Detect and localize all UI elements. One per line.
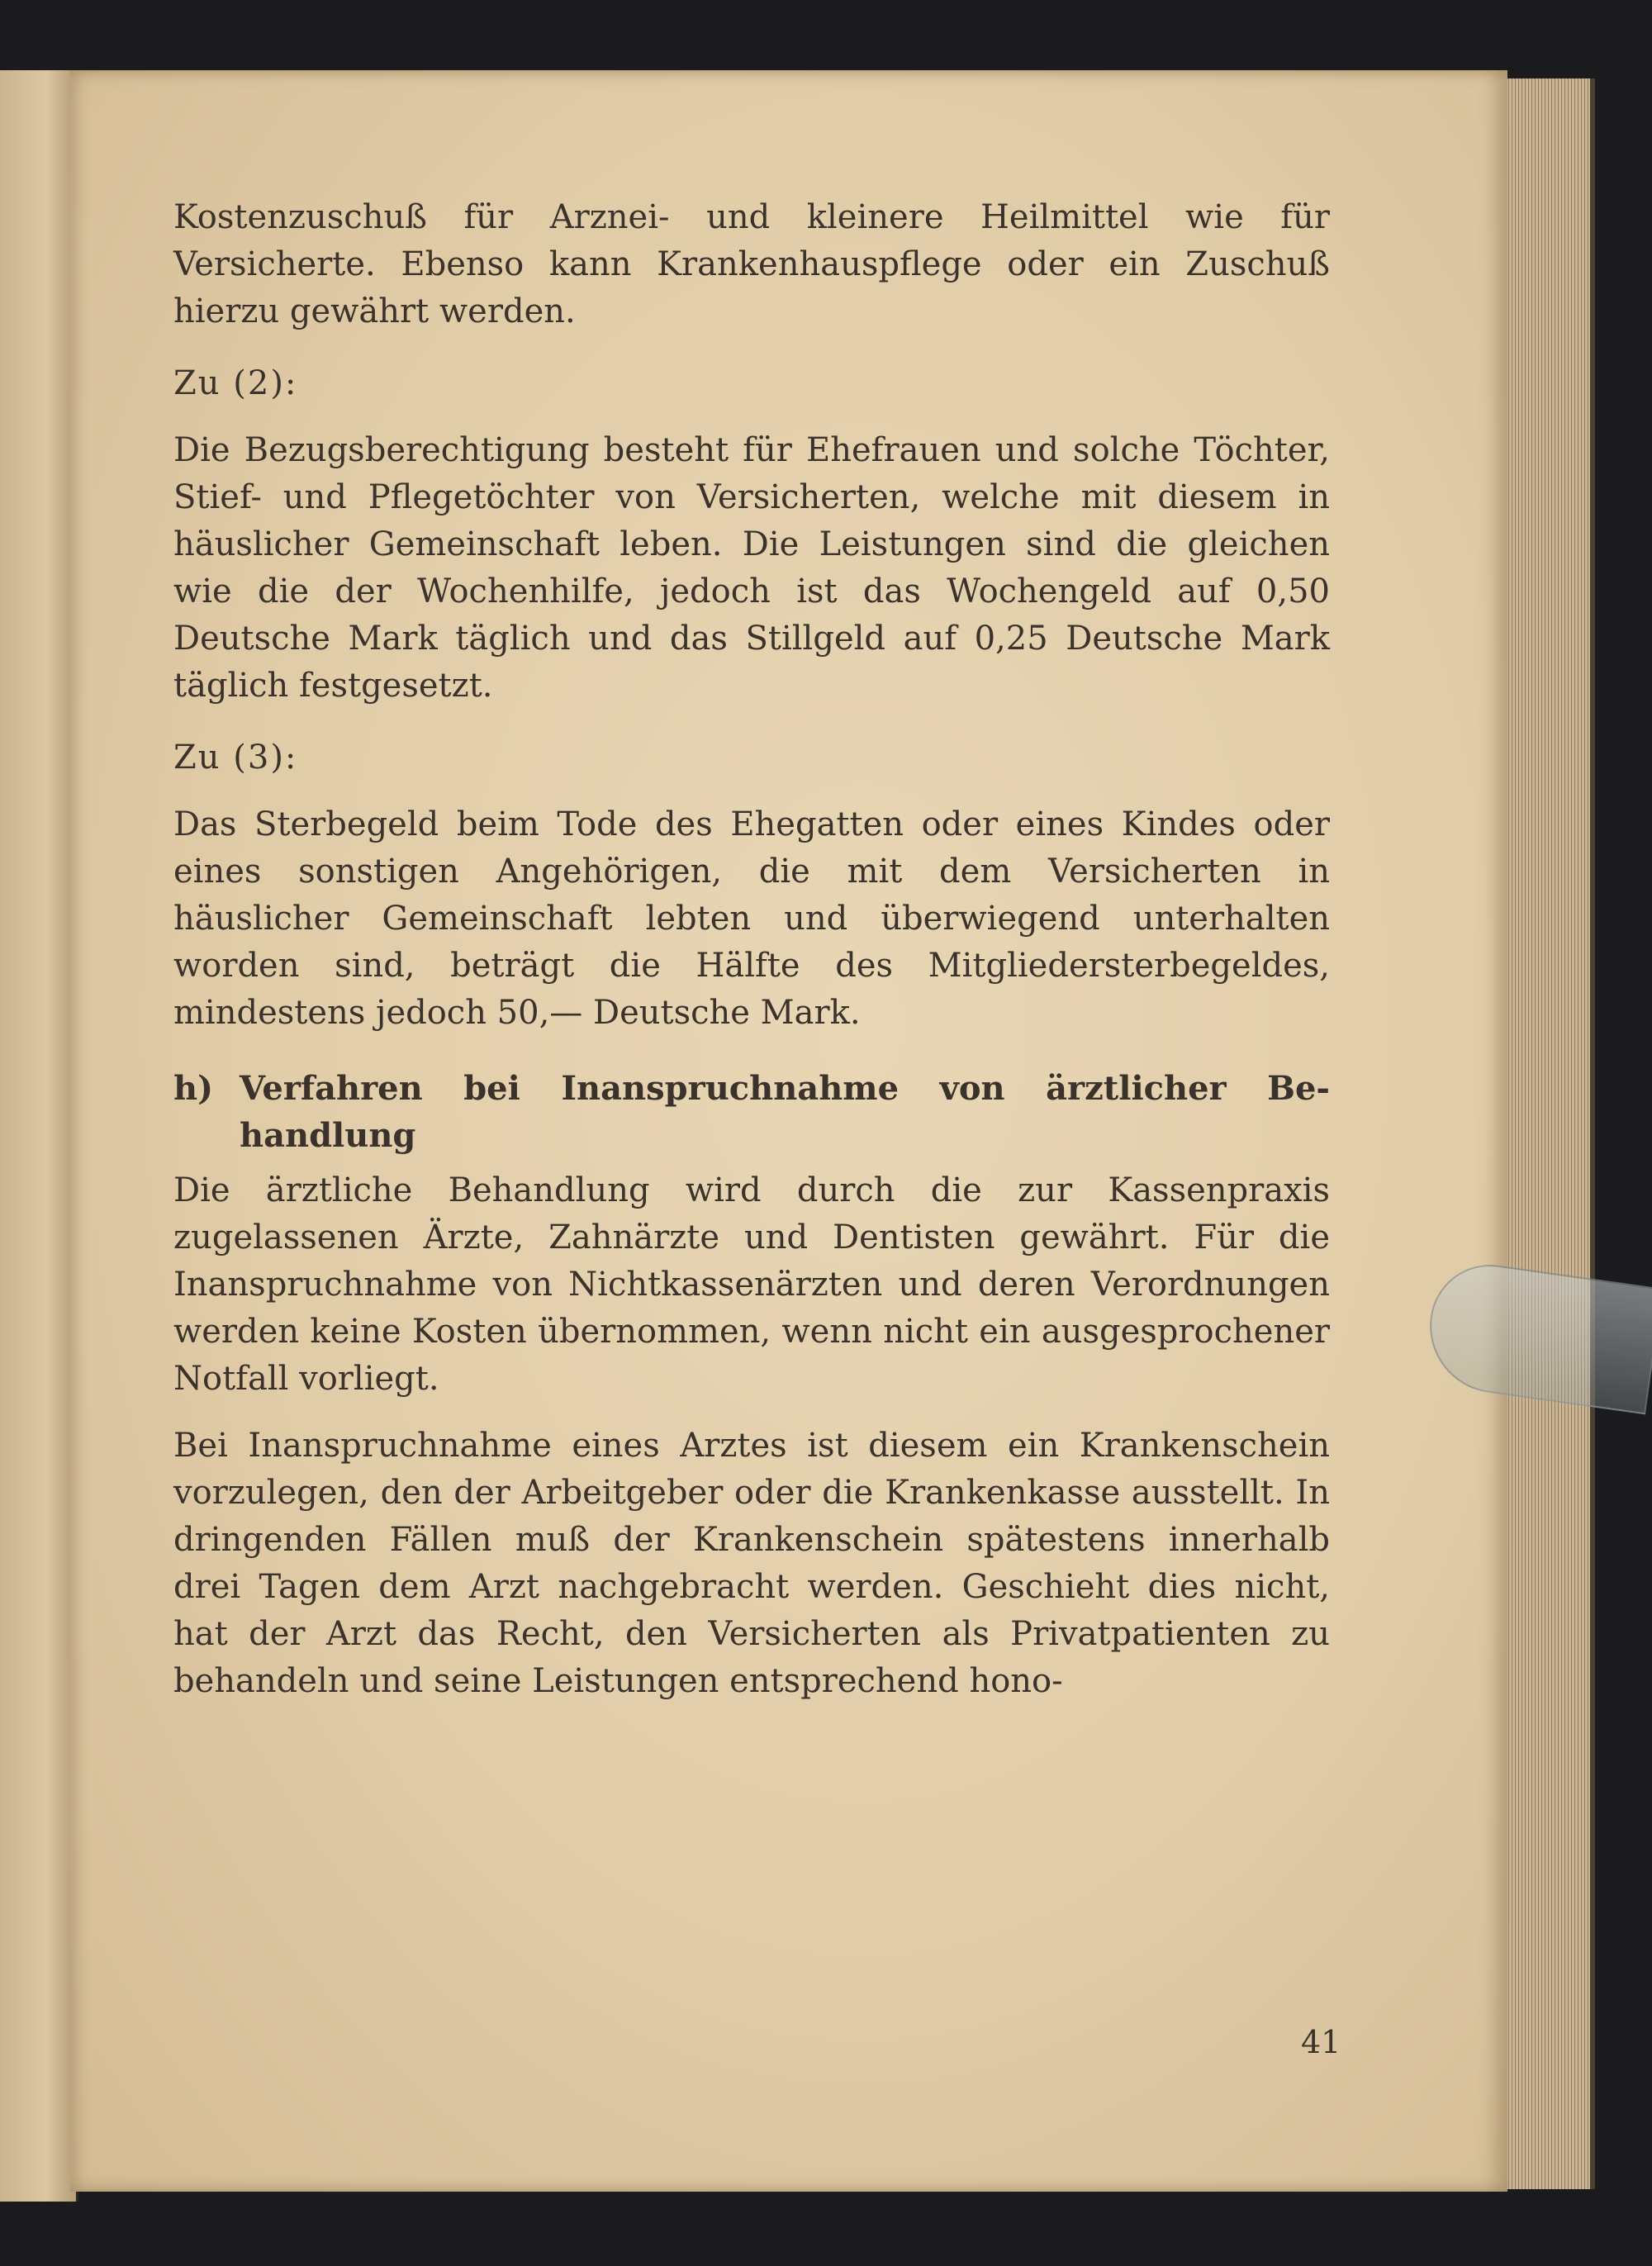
paragraph-continued-kostenzuschuss: Kostenzuschuß für Arznei- und kleinere Heilmittel wie für Versicherte. Ebenso kann Krankenhauspflege oder ein Zuschuß hierzu gewährt werden. (173, 198, 1330, 330)
paragraph-aerztliche-behandlung: Die ärztliche Behandlung wird durch die zur Kassenpraxis zugelassenen Ärzte, Zahnärzte und Dentisten gewährt. Für die Inanspruchnahme von Nichtkassenärzten und deren Verordnungen werden keine Kosten übernommen, wenn nicht ein ausgesprochener Notfall vorliegt. (173, 1171, 1330, 1398)
section-heading-h (173, 1065, 1330, 1159)
section-heading-marker: h) (173, 1069, 214, 1108)
subheading-zu-3: Zu (3): (173, 739, 298, 777)
left-page-edge (0, 70, 78, 2202)
paragraph-krankenschein: Bei Inanspruchnahme eines Arztes ist diesem ein Krankenschein vorzulegen, den der Arbeitgeber oder die Krankenkasse ausstellt. In dringenden Fällen muß der Krankenschein spätestens innerhalb drei Tagen dem Arzt nachgebracht werden. Geschieht dies nicht, hat der Arzt das Recht, den Versicherten als Privatpatienten zu behandeln und seine Leistungen entsprechend hono- (173, 1427, 1330, 1700)
subheading-zu-2: Zu (2): (173, 364, 298, 402)
page-number: 41 (1301, 2024, 1341, 2060)
paragraph-sterbegeld: Das Sterbegeld beim Tode des Ehegatten oder eines Kindes oder eines sonstigen Angehörigen, die mit dem Versicherten in häuslicher Gemeinschaft lebten und überwiegend unterhalten worden sind, beträgt die Hälfte des Mitgliedersterbegeldes, mindestens jedoch 50,— Deutsche Mark. (173, 805, 1330, 1032)
paragraph-bezugsberechtigung: Die Bezugsberechtigung besteht für Ehefrauen und solche Töchter, Stief- und Pflegetöchter von Versicherten, welche mit diesem in häuslicher Gemeinschaft leben. Die Leistungen sind die gleichen wie die der Wochenhilfe, jedoch ist das Wochengeld auf 0,50 Deutsche Mark täglich und das Stillgeld auf 0,25 Deutsche Mark täglich festgesetzt. (173, 431, 1330, 705)
page-stack-edge (1499, 78, 1595, 2189)
page-text (173, 194, 1330, 1725)
section-heading-title: Verfahren bei Inanspruchnahme von ärztlicher Behandlung (240, 1069, 1330, 1155)
